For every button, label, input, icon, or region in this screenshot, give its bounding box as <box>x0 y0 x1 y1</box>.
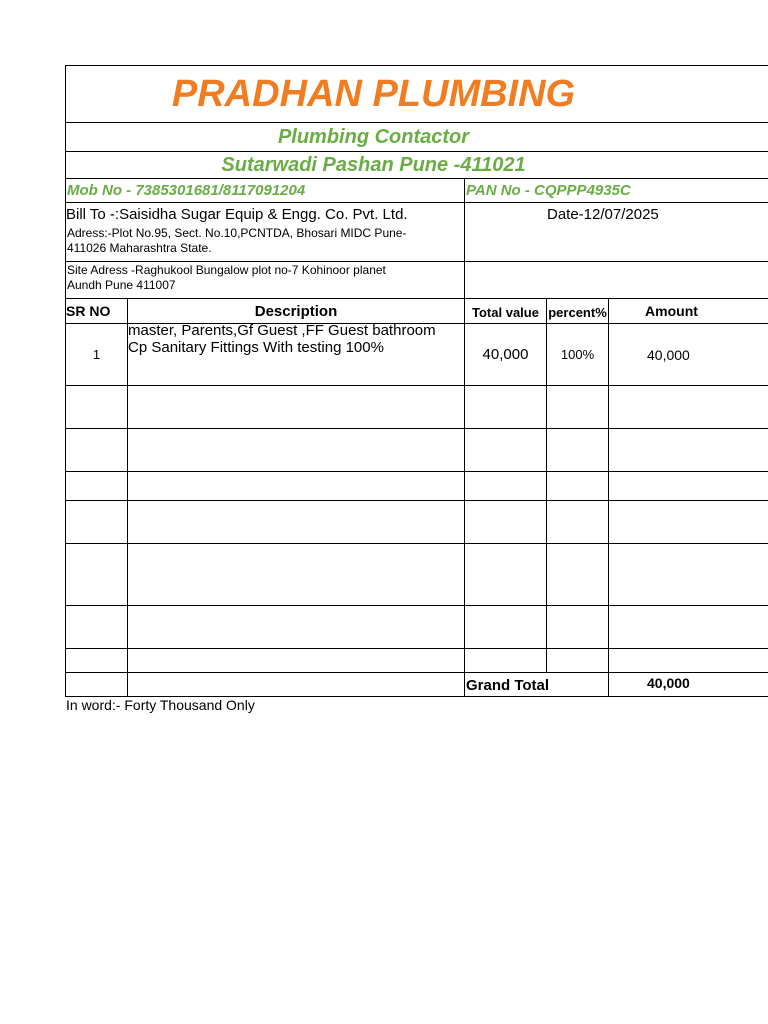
site-address-line-1: Site Adress -Raghukool Bungalow plot no-7 Kohinoor planet <box>67 263 386 277</box>
rule <box>65 471 768 472</box>
row-sr-no: 1 <box>92 347 101 362</box>
bill-address-line-1: Adress:-Plot No.95, Sect. No.10,PCNTDA, Bhosari MIDC Pune- <box>67 225 407 240</box>
amount-in-words: In word:- Forty Thousand Only <box>66 697 255 713</box>
rule <box>608 298 609 697</box>
rule <box>65 428 768 429</box>
row-percent: 100% <box>560 347 595 362</box>
invoice-date: Date-12/07/2025 <box>547 205 659 223</box>
header-description: Description <box>254 302 338 320</box>
rule <box>65 648 768 649</box>
site-address-line-2: Aundh Pune 411007 <box>67 278 176 292</box>
invoice-sheet <box>65 65 768 705</box>
company-name: PRADHAN PLUMBING <box>171 72 576 115</box>
grand-total-label: Grand Total <box>466 676 550 694</box>
row-amount: 40,000 <box>647 346 690 363</box>
rule <box>464 178 465 697</box>
company-address: Sutarwadi Pashan Pune -411021 <box>221 153 526 176</box>
grand-total-value: 40,000 <box>647 675 690 691</box>
row-total-value: 40,000 <box>482 346 529 363</box>
rule <box>65 605 768 606</box>
rule <box>65 385 768 386</box>
mobile-number: Mob No - 7385301681/8117091204 <box>67 182 306 199</box>
header-amount: Amount <box>645 303 698 319</box>
bill-address-line-2: 411026 Maharashtra State. <box>67 240 212 255</box>
header-total-value: Total value <box>472 304 539 320</box>
header-percent: percent% <box>548 304 607 320</box>
bill-to: Bill To -:Saisidha Sugar Equip & Engg. Co. Pvt. Ltd. <box>66 205 408 223</box>
pan-number: PAN No - CQPPP4935C <box>466 182 631 199</box>
header-sr-no: SR NO <box>66 303 111 319</box>
company-tagline: Plumbing Contactor <box>277 125 470 148</box>
rule <box>65 500 768 501</box>
row-description: master, Parents,Gf Guest ,FF Guest bathroom Cp Sanitary Fittings With testing 100% <box>128 322 436 356</box>
rule <box>65 543 768 544</box>
